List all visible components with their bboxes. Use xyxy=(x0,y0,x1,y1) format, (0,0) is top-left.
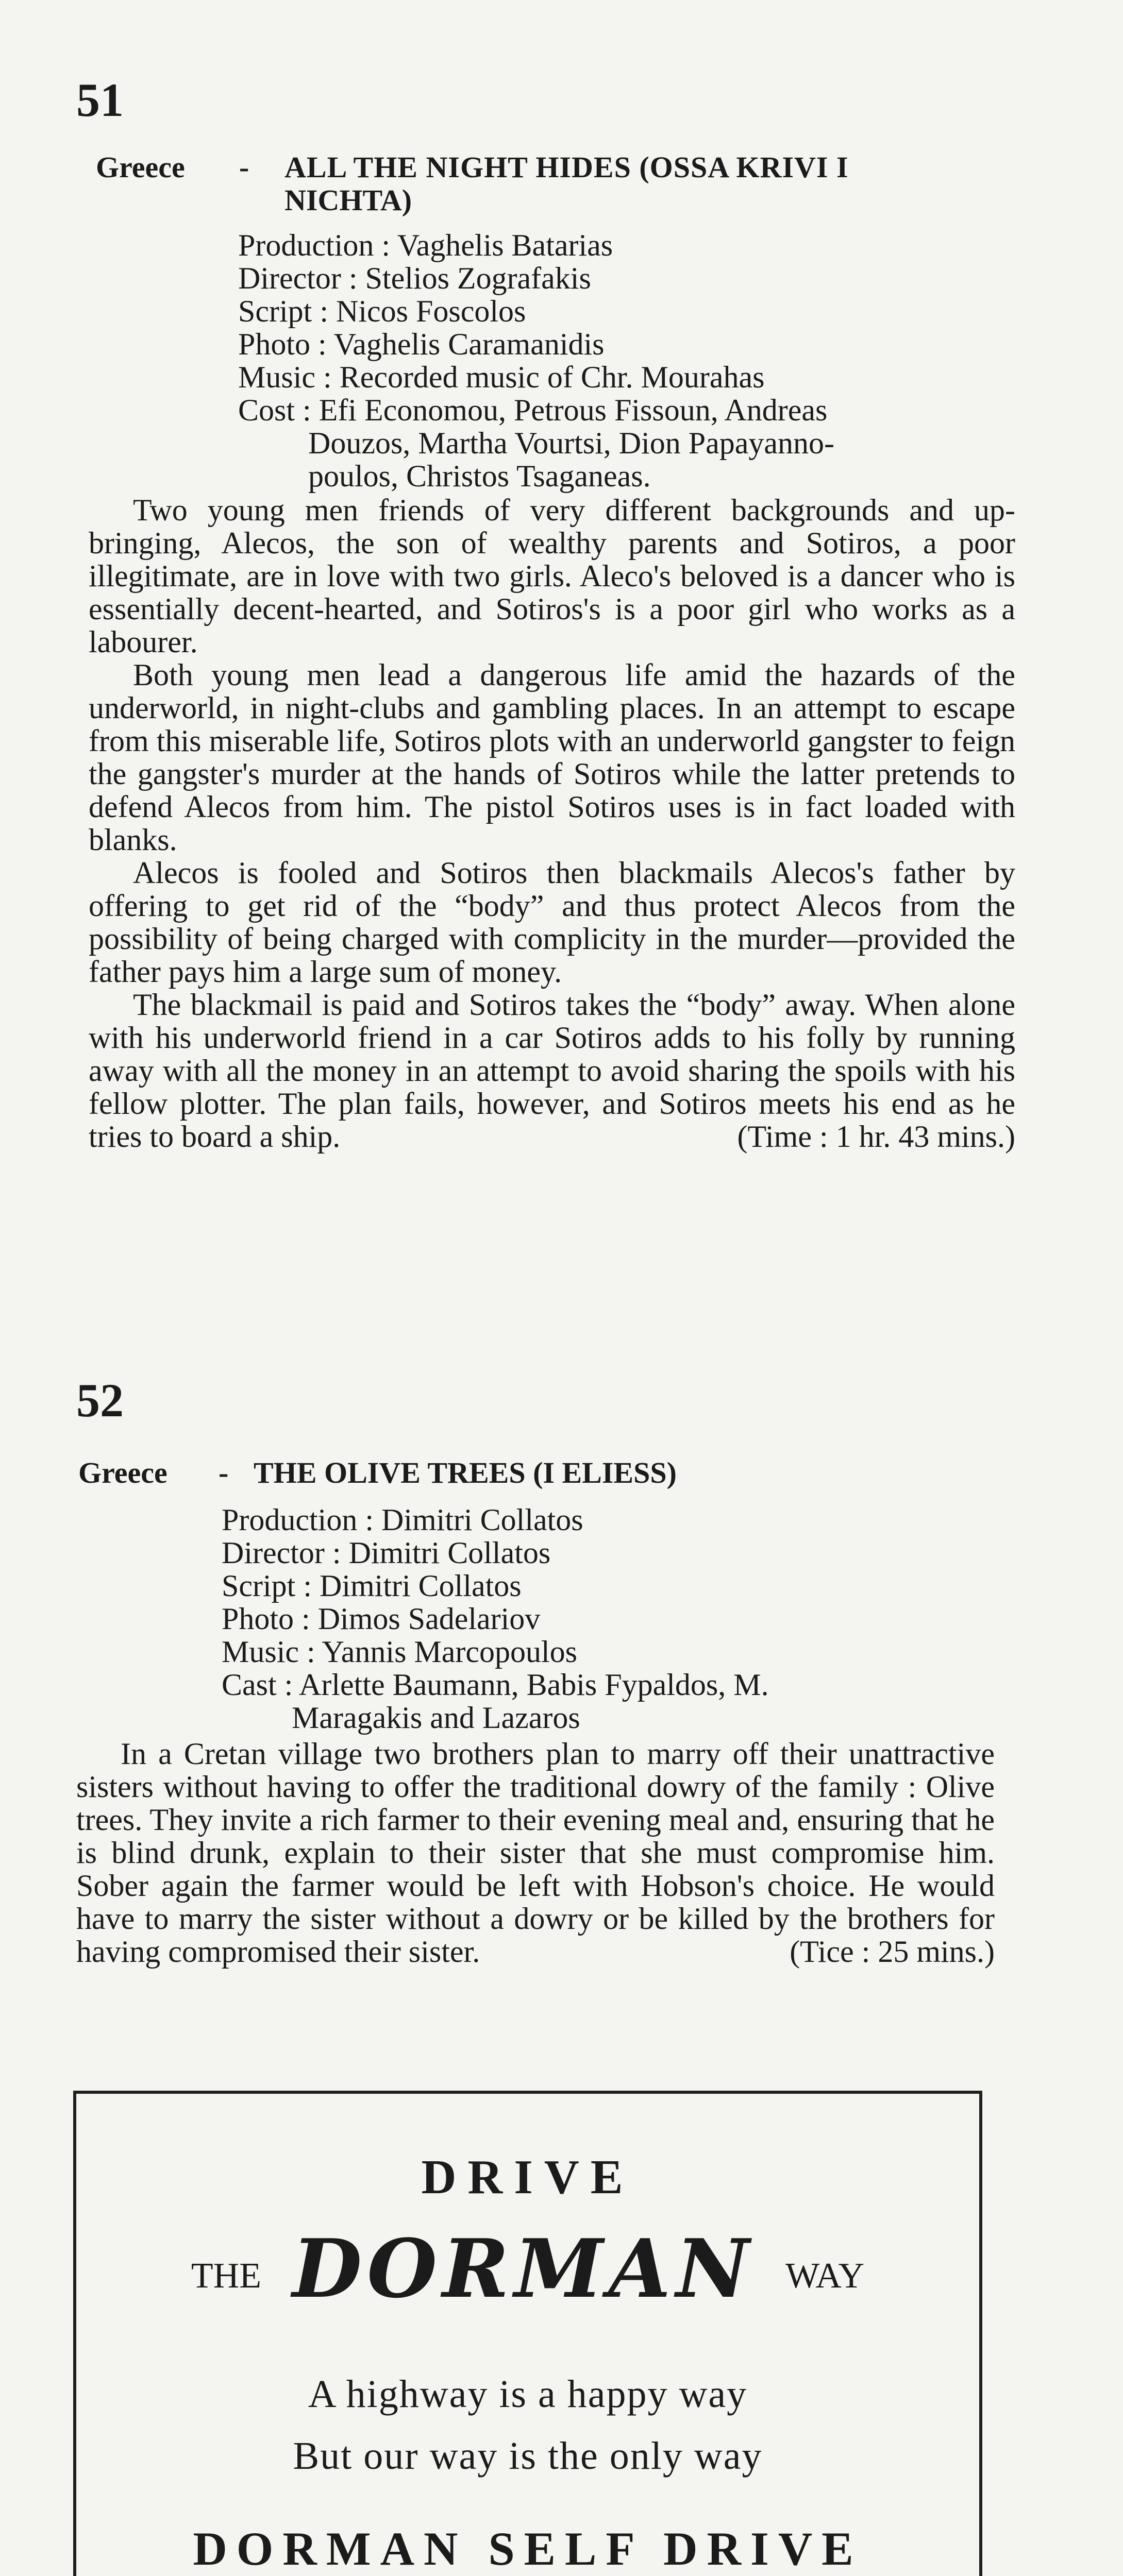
credit-line: Cast : Arlette Baumann, Babis Fypaldos, M. xyxy=(222,1668,769,1702)
synopsis-text: In a Cretan village two brothers plan to marry off their unattractive sisters without having to offer the traditional dowry of the family : Olive trees. They invite a rich farmer to their evening meal and, ensuring that he is blind drunk, explain to their sister that she must compromise him. Sober again the farmer would be left with Hobson's choice. He would have to marry the sister without a dowry or be killed by the brothers for having compromised their sister. xyxy=(76,1737,995,1969)
credit-line: Director : Stelios Zografakis xyxy=(238,261,591,295)
entry-51-title-line1: ALL THE NIGHT HIDES (OSSA KRIVI I xyxy=(284,150,849,184)
credit-line: Music : Yannis Marcopoulos xyxy=(222,1635,578,1669)
ad-slogan-line2: But our way is the only way xyxy=(293,2434,763,2478)
ad-slogan-line1: A highway is a happy way xyxy=(308,2372,748,2416)
ad-brand-name: DORMAN xyxy=(292,2222,755,2316)
ad-the: THE xyxy=(191,2256,261,2296)
credit-line: poulos, Christos Tsaganeas. xyxy=(308,459,651,493)
credit-line: Douzos, Martha Vourtsi, Dion Papayanno- xyxy=(308,426,834,460)
entry-52-dash: - xyxy=(219,1456,229,1489)
credit-line: Script : Dimitri Collatos xyxy=(222,1569,522,1603)
running-time: (Tice : 25 mins.) xyxy=(790,1935,995,1969)
entry-52-title: THE OLIVE TREES (I ELIESS) xyxy=(254,1456,677,1489)
synopsis-paragraph: Alecos is fooled and Sotiros then blackmails Alecos's father by offering to get rid of the “body” and thus protect Alecos from the possibility of being charged with complicity in the murder—provided the father pays him a large sum of money. xyxy=(89,856,1015,989)
credit-line: Production : Dimitri Collatos xyxy=(222,1503,583,1537)
synopsis-paragraph: Two young men friends of very different backgrounds and up-bringing, Alecos, the son of wealthy parents and Sotiros, a poor illegitimate, are in love with two girls. Aleco's beloved is a dancer who is essentially decent-hearted, and Sotiros's is a poor girl who works as a labourer. xyxy=(89,493,1015,659)
credit-line: Cost : Efi Economou, Petrous Fissoun, Andreas xyxy=(238,393,828,427)
entry-number-51: 51 xyxy=(76,74,124,126)
entry-52-credits xyxy=(222,1503,1015,1734)
ad-drive-heading: DRIVE xyxy=(421,2150,634,2204)
entry-51-country: Greece xyxy=(96,150,185,184)
entry-number-52: 52 xyxy=(76,1374,124,1427)
running-time: (Time : 1 hr. 43 mins.) xyxy=(737,1120,1015,1154)
synopsis-paragraph: Both young men lead a dangerous life amid the hazards of the underworld, in night-clubs and gambling places. In an attempt to escape from this miserable life, Sotiros plots with an underworld gangster to feign the gangster's murder at the hands of Sotiros while the latter pretends to defend Alecos from him. The pistol Sotiros uses is in fact loaded with blanks. xyxy=(89,658,1015,857)
synopsis-paragraph xyxy=(76,1737,995,1968)
ad-way: WAY xyxy=(785,2256,865,2296)
entry-51-credits xyxy=(238,229,1027,493)
credit-line: Maragakis and Lazaros xyxy=(292,1701,580,1735)
entry-51-title-line2: NICHTA) xyxy=(284,183,412,217)
credit-line: Script : Nicos Foscolos xyxy=(238,294,526,328)
credit-line: Photo : Vaghelis Caramanidis xyxy=(238,327,605,361)
entry-51-synopsis xyxy=(89,494,1015,1153)
advertisement-box xyxy=(73,2091,982,2576)
synopsis-paragraph xyxy=(89,988,1015,1153)
entry-52-synopsis xyxy=(76,1737,995,1968)
credit-line: Photo : Dimos Sadelariov xyxy=(222,1602,541,1636)
credit-line: Production : Vaghelis Batarias xyxy=(238,228,613,262)
entry-51-dash: - xyxy=(239,150,249,184)
credit-line: Director : Dimitri Collatos xyxy=(222,1536,551,1570)
ad-company-name: DORMAN SELF DRIVE xyxy=(193,2522,863,2575)
synopsis-text: The blackmail is paid and Sotiros takes the “body” away. When alone with his underworld friend in a car Sotiros adds to his folly by running away with all the money in an attempt to avoid sharing the spoils with his fellow plotter. The plan fails, however, and Sotiros meets his end as he tries to board a ship. xyxy=(89,988,1015,1154)
ad-brand-line xyxy=(76,2222,979,2316)
credit-line: Music : Recorded music of Chr. Mourahas xyxy=(238,360,765,394)
entry-52-country: Greece xyxy=(78,1456,167,1489)
